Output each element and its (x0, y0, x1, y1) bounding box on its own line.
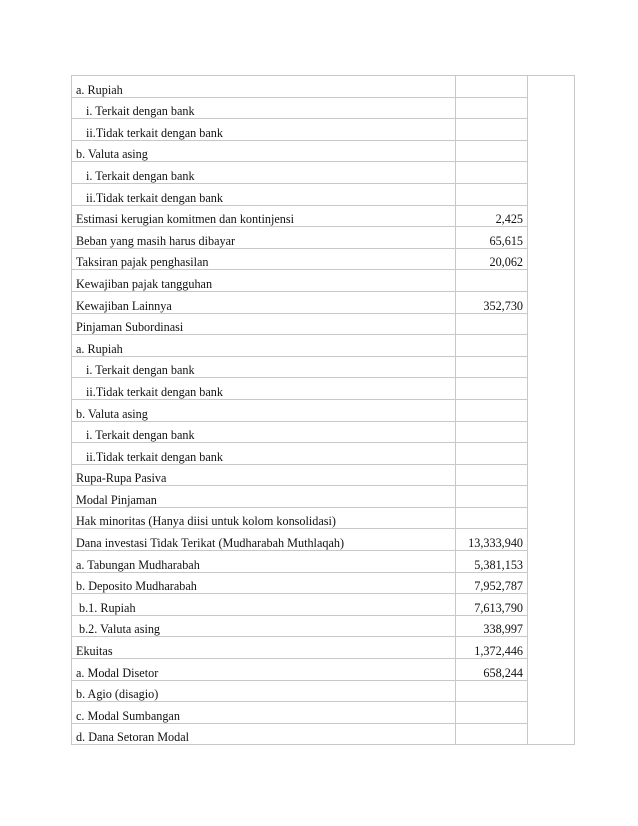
row-value: 658,244 (456, 659, 528, 681)
row-label: Hak minoritas (Hanya diisi untuk kolom konsolidasi) (72, 507, 456, 529)
table-row (72, 572, 575, 594)
row-label: Dana investasi Tidak Terikat (Mudharabah Muthlaqah) (72, 529, 456, 551)
row-value: 1,372,446 (456, 637, 528, 659)
row-value (456, 313, 528, 335)
table-row (72, 356, 575, 378)
row-value (456, 421, 528, 443)
balance-sheet-page (71, 75, 567, 745)
row-label: i. Terkait dengan bank (72, 356, 456, 378)
row-value (456, 97, 528, 119)
table-row (72, 335, 575, 357)
row-label: b. Valuta asing (72, 140, 456, 162)
row-label: Estimasi kerugian komitmen dan kontinjensi (72, 205, 456, 227)
table-row (72, 76, 575, 98)
row-label: b.1. Rupiah (72, 594, 456, 616)
row-label: a. Tabungan Mudharabah (72, 551, 456, 573)
liabilities-table-body (72, 76, 575, 745)
row-label: b. Valuta asing (72, 399, 456, 421)
table-row (72, 637, 575, 659)
row-label: i. Terkait dengan bank (72, 162, 456, 184)
row-value (456, 464, 528, 486)
row-label: ii.Tidak terkait dengan bank (72, 443, 456, 465)
table-row (72, 270, 575, 292)
row-value (456, 680, 528, 702)
table-row (72, 486, 575, 508)
row-value (456, 270, 528, 292)
row-value (456, 507, 528, 529)
row-value (456, 76, 528, 98)
row-label: b. Deposito Mudharabah (72, 572, 456, 594)
table-row (72, 313, 575, 335)
table-row (72, 702, 575, 724)
row-label: ii.Tidak terkait dengan bank (72, 183, 456, 205)
row-label: a. Rupiah (72, 76, 456, 98)
table-row (72, 183, 575, 205)
row-label: Taksiran pajak penghasilan (72, 248, 456, 270)
row-value: 7,952,787 (456, 572, 528, 594)
row-label: i. Terkait dengan bank (72, 97, 456, 119)
row-value: 7,613,790 (456, 594, 528, 616)
table-row (72, 723, 575, 745)
empty-column (528, 76, 575, 745)
row-label: Rupa-Rupa Pasiva (72, 464, 456, 486)
row-value (456, 378, 528, 400)
table-row (72, 227, 575, 249)
table-row (72, 443, 575, 465)
row-label: ii.Tidak terkait dengan bank (72, 119, 456, 141)
row-value: 352,730 (456, 291, 528, 313)
row-value: 5,381,153 (456, 551, 528, 573)
table-row (72, 615, 575, 637)
row-label: Pinjaman Subordinasi (72, 313, 456, 335)
table-row (72, 551, 575, 573)
row-value (456, 723, 528, 745)
table-row (72, 421, 575, 443)
row-label: a. Modal Disetor (72, 659, 456, 681)
row-label: Modal Pinjaman (72, 486, 456, 508)
row-value (456, 183, 528, 205)
row-label: ii.Tidak terkait dengan bank (72, 378, 456, 400)
table-row (72, 291, 575, 313)
row-label: a. Rupiah (72, 335, 456, 357)
table-row (72, 399, 575, 421)
row-label: Kewajiban pajak tangguhan (72, 270, 456, 292)
row-value: 65,615 (456, 227, 528, 249)
row-value: 20,062 (456, 248, 528, 270)
table-row (72, 529, 575, 551)
row-value (456, 356, 528, 378)
row-label: Beban yang masih harus dibayar (72, 227, 456, 249)
row-label: Kewajiban Lainnya (72, 291, 456, 313)
table-row (72, 378, 575, 400)
row-value: 338,997 (456, 615, 528, 637)
row-value: 13,333,940 (456, 529, 528, 551)
row-label: Ekuitas (72, 637, 456, 659)
liabilities-table (71, 75, 575, 745)
row-label: b. Agio (disagio) (72, 680, 456, 702)
row-value: 2,425 (456, 205, 528, 227)
table-row (72, 680, 575, 702)
table-row (72, 464, 575, 486)
row-value (456, 119, 528, 141)
row-value (456, 486, 528, 508)
table-row (72, 119, 575, 141)
table-row (72, 248, 575, 270)
row-value (456, 399, 528, 421)
table-row (72, 594, 575, 616)
row-label: b.2. Valuta asing (72, 615, 456, 637)
table-row (72, 140, 575, 162)
row-label: d. Dana Setoran Modal (72, 723, 456, 745)
table-row (72, 97, 575, 119)
table-row (72, 205, 575, 227)
table-row (72, 162, 575, 184)
row-value (456, 162, 528, 184)
table-row (72, 659, 575, 681)
row-value (456, 702, 528, 724)
row-label: c. Modal Sumbangan (72, 702, 456, 724)
row-value (456, 443, 528, 465)
row-label: i. Terkait dengan bank (72, 421, 456, 443)
row-value (456, 140, 528, 162)
table-row (72, 507, 575, 529)
row-value (456, 335, 528, 357)
